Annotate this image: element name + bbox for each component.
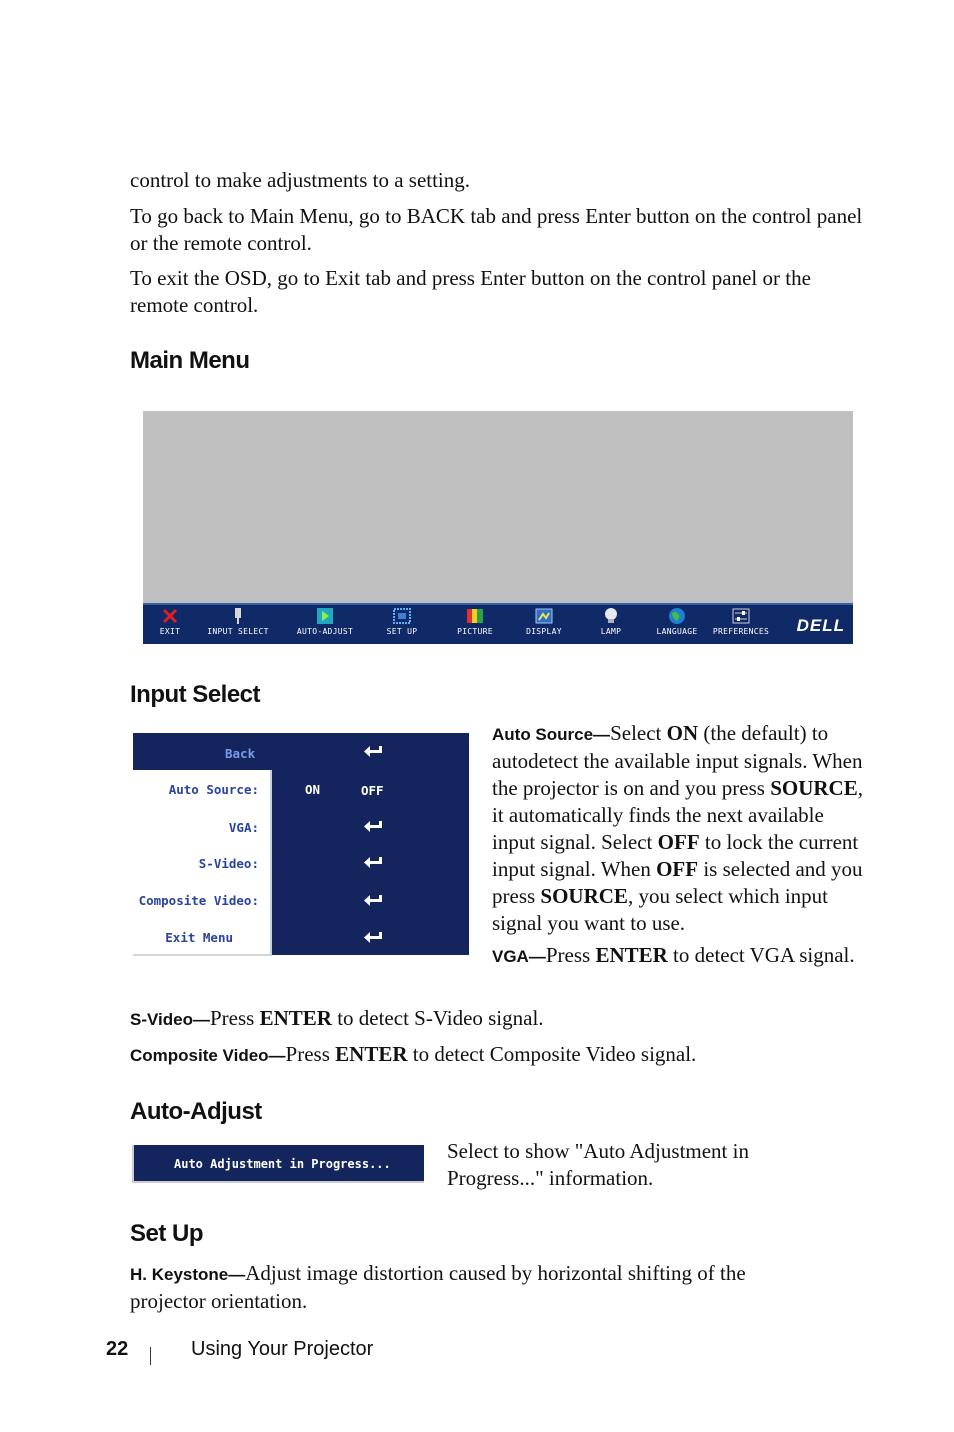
menu-option-on[interactable]: ON (305, 782, 321, 797)
footer-title: Using Your Projector (191, 1338, 374, 1360)
enter-arrow-icon (362, 893, 384, 909)
menu-item-exit[interactable]: EXIT (135, 605, 205, 644)
menu-option-off[interactable]: OFF (361, 783, 384, 798)
menu-item-auto-adjust[interactable]: AUTO-ADJUST (290, 605, 360, 644)
input-select-heading: Input Select (130, 681, 261, 708)
menu-item-display[interactable]: DISPLAY (509, 605, 579, 644)
menu-item-picture[interactable]: PICTURE (440, 605, 510, 644)
play-icon (316, 607, 334, 625)
main-menu-screenshot (143, 411, 853, 644)
menu-item-input-select[interactable]: INPUT SELECT (203, 605, 273, 644)
exit-x-icon (161, 607, 179, 625)
page-number: 22 (106, 1338, 129, 1360)
enter-arrow-icon (362, 930, 384, 946)
auto-source-description: Auto Source—Select ON (the default) to autodetect the available input signals. When the projector is on and you press SOURCE, it automatically finds the next available input signal. Select OFF to lock the current input signal. When OFF is selected and you press SOURCE, you select which input signal you want to use. (492, 721, 863, 935)
menu-back[interactable]: Back (225, 746, 256, 761)
main-menu-bar (143, 603, 853, 644)
menu-item-lamp[interactable]: LAMP (576, 605, 646, 644)
auto-adjust-description: Select to show "Auto Adjustment in Progress..." information. (447, 1139, 749, 1190)
display-icon (535, 607, 553, 625)
menu-auto-source[interactable]: Auto Source: (168, 782, 259, 797)
dell-logo: DELL (796, 616, 845, 635)
s-video-description: S-Video—Press ENTER to detect S-Video signal. (130, 1006, 544, 1030)
sliders-icon (732, 607, 750, 625)
auto-adjust-progress-bar (132, 1145, 424, 1183)
menu-exit[interactable]: Exit Menu (165, 930, 233, 945)
menu-item-language[interactable]: LANGUAGE (642, 605, 712, 644)
color-bars-icon (466, 607, 484, 625)
main-menu-heading: Main Menu (130, 347, 250, 374)
input-select-screenshot (133, 733, 469, 957)
menu-composite-video[interactable]: Composite Video: (138, 893, 259, 908)
lightbulb-icon (602, 607, 620, 625)
footer-divider (150, 1347, 151, 1365)
auto-adjust-heading: Auto-Adjust (130, 1098, 262, 1125)
plug-icon (229, 607, 247, 625)
set-up-heading: Set Up (130, 1220, 204, 1247)
enter-arrow-icon (362, 744, 384, 760)
enter-arrow-icon (362, 855, 384, 871)
composite-video-description: Composite Video—Press ENTER to detect Composite Video signal. (130, 1042, 697, 1066)
intro-paragraph-2: To go back to Main Menu, go to BACK tab and press Enter button on the control panel or the remote control. (130, 204, 863, 255)
auto-adjust-bar-text: Auto Adjustment in Progress... (174, 1157, 391, 1171)
enter-arrow-icon (362, 819, 384, 835)
h-keystone-description: H. Keystone—Adjust image distortion caused by horizontal shifting of the projector orientation. (130, 1261, 746, 1313)
menu-item-preferences[interactable]: PREFERENCES (705, 605, 777, 644)
vga-description: VGA—Press ENTER to detect VGA signal. (492, 943, 855, 967)
menu-s-video[interactable]: S-Video: (198, 856, 259, 871)
menu-item-set-up[interactable]: SET UP (367, 605, 437, 644)
menu-vga[interactable]: VGA: (228, 820, 259, 835)
intro-paragraph-1: control to make adjustments to a setting. (130, 168, 471, 192)
intro-paragraph-3: To exit the OSD, go to Exit tab and press Enter button on the control panel or the remote control. (130, 266, 811, 317)
globe-icon (668, 607, 686, 625)
setup-screen-icon (393, 607, 411, 625)
